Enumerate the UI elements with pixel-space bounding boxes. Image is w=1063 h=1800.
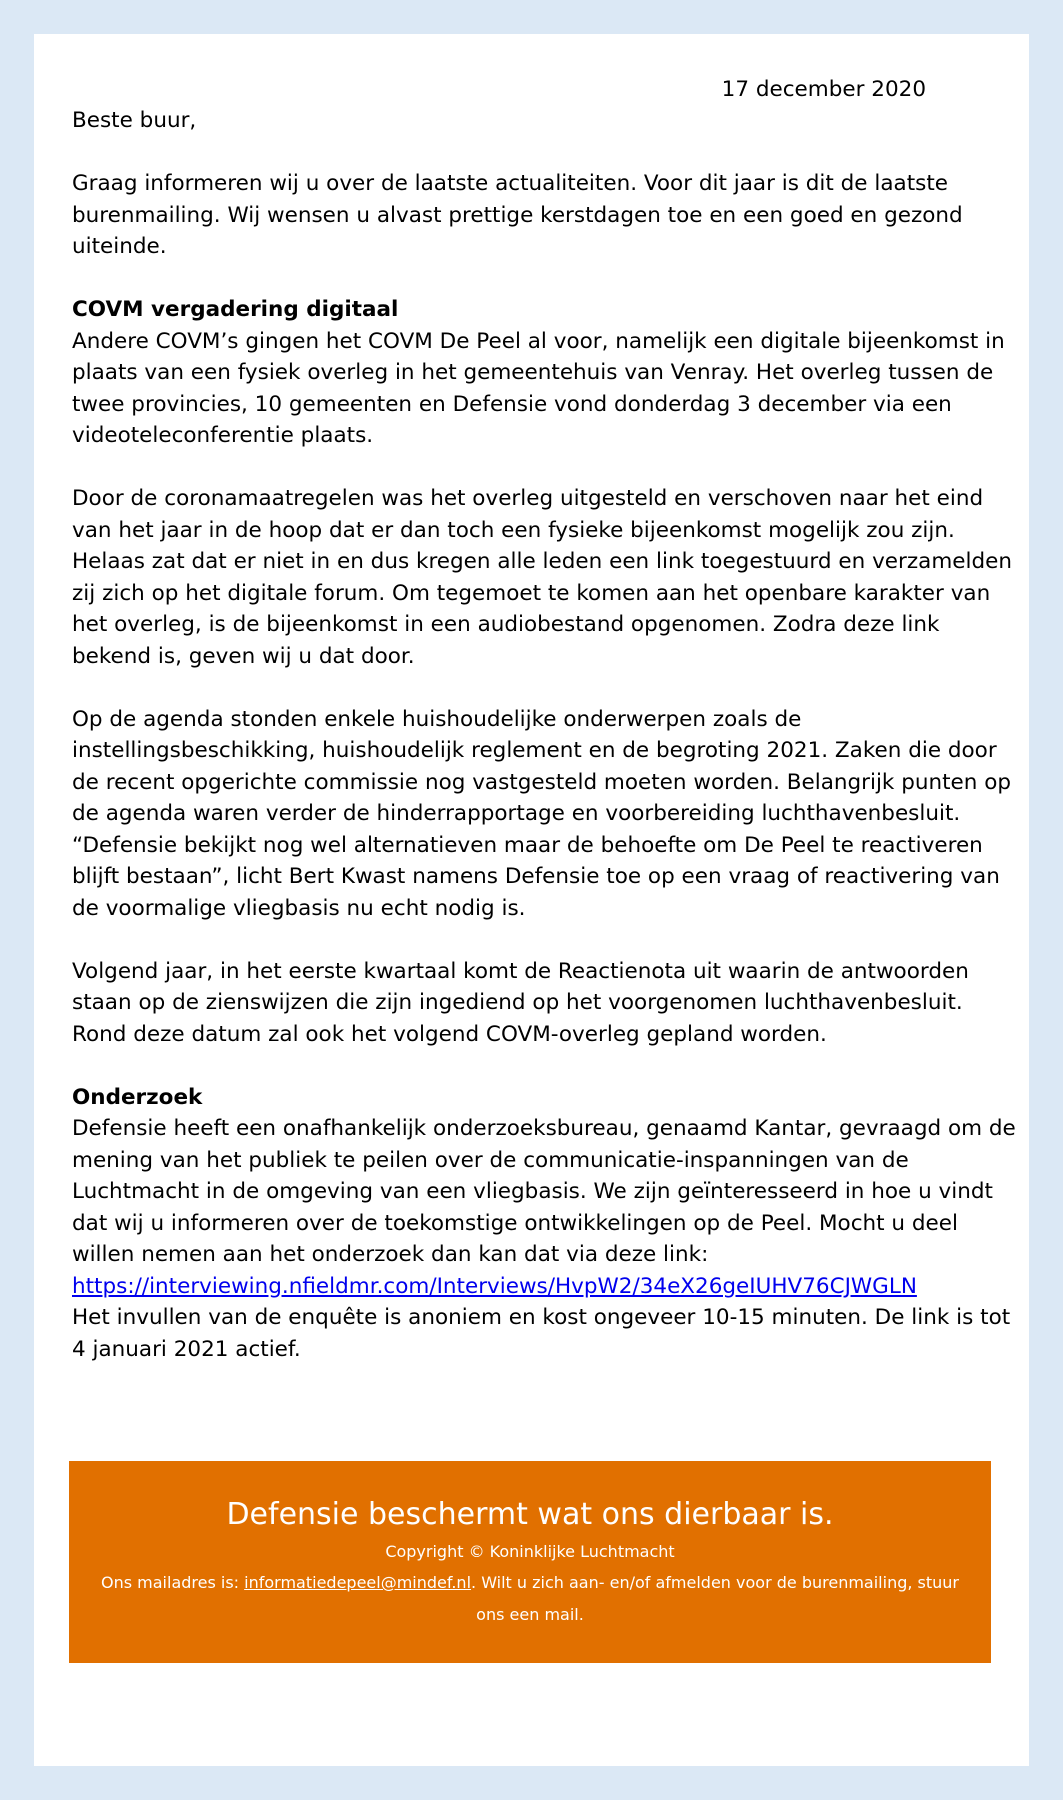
covm-paragraph-4: Volgend jaar, in het eerste kwartaal komt de Reactienota uit waarin de antwoorden staan op de zienswijzen die zijn ingediend op het voorgenomen luchthavenbesluit. Rond deze datum zal ook het volgend COVM-overleg gepland worden.: [72, 958, 969, 1047]
section-onderzoek: [72, 1082, 1022, 1366]
onderzoek-paragraph-1: Defensie heeft een onafhankelijk onderzoeksbureau, genaamd Kantar, gevraagd om de mening van het publiek te peilen over de communicatie-inspanningen van de Luchtmacht in de omgeving van een vliegbasis. We zijn geïnteresseerd in hoe u vindt dat wij u informeren over de toekomstige ontwikkelingen op de Peel. Mocht u deel willen nemen aan het onderzoek dan kan dat via deze link:: [72, 1116, 1016, 1267]
footer-slogan: Defensie beschermt wat ons dierbaar is.: [226, 1497, 834, 1532]
covm-paragraph-1: Andere COVM’s gingen het COVM De Peel al voor, namelijk een digitale bijeenkomst in plaats van een fysiek overleg in het gemeentehuis van Venray. Het overleg tussen de twee provincies, 10 gemeenten en Defensie vond donderdag 3 december via een videoteleconferentie plaats.: [72, 328, 1005, 448]
footer-contact-suffix: . Wilt u zich aan- en/of afmelden voor de burenmailing, stuur ons een mail.: [471, 1573, 959, 1624]
letter-content: [72, 74, 1022, 1365]
section-covm: [72, 294, 1022, 452]
footer-contact-prefix: Ons mailadres is:: [101, 1573, 245, 1592]
section-heading-onderzoek: Onderzoek: [72, 1084, 203, 1110]
section-heading-covm: COVM vergadering digitaal: [72, 297, 399, 322]
survey-link[interactable]: https://interviewing.nfieldmr.com/Interviews/HvpW2/34eX26geIUHV76CJWGLN: [72, 1273, 917, 1299]
footer-email-link[interactable]: informatiedepeel@mindef.nl: [244, 1573, 472, 1592]
covm-paragraph-3: Op de agenda stonden enkele huishoudelijke onderwerpen zoals de instellingsbeschikking, huishoudelijk reglement en de begroting 2021. Zaken die door de recent opgerichte commissie nog vastgesteld moeten worden. Belangrijk punten op de agenda waren verder de hinderrapportage en voorbereiding luchthavenbesluit. “Defensie bekijkt nog wel alternatieven maar de behoefte om De Peel te reactiveren blijft bestaan”, licht Bert Kwast namens Defensie toe op een vraag of reactivering van de voormalige vliegbasis nu echt nodig is.: [72, 706, 1012, 921]
intro-paragraph: Graag informeren wij u over de laatste actualiteiten. Voor dit jaar is dit de laatste burenmailing. Wij wensen u alvast prettige kerstdagen toe en een goed en gezond uiteinde.: [72, 171, 963, 259]
greeting: Beste buur,: [72, 108, 197, 133]
footer-contact: [69, 1567, 991, 1631]
letter-date: 17 december 2020: [721, 77, 926, 102]
onderzoek-paragraph-2: Het invullen van de enquête is anoniem en kost ongeveer 10-15 minuten. De link is tot 4 januari 2021 actief.: [72, 1305, 1011, 1362]
covm-paragraph-2: Door de coronamaatregelen was het overleg uitgesteld en verschoven naar het eind van het jaar in de hoop dat er dan toch een fysieke bijeenkomst mogelijk zou zijn. Helaas zat dat er niet in en dus kregen alle leden een link toegestuurd en verzamelden zij zich op het digitale forum. Om tegemoet te komen aan het openbare karakter van het overleg, is de bijeenkomst in een audiobestand opgenomen. Zodra deze link bekend is, geven wij u dat door.: [72, 486, 1012, 669]
letter-sheet: [34, 34, 1029, 1766]
footer-banner: [69, 1461, 991, 1663]
footer-copyright: Copyright © Koninklijke Luchtmacht: [385, 1542, 675, 1561]
